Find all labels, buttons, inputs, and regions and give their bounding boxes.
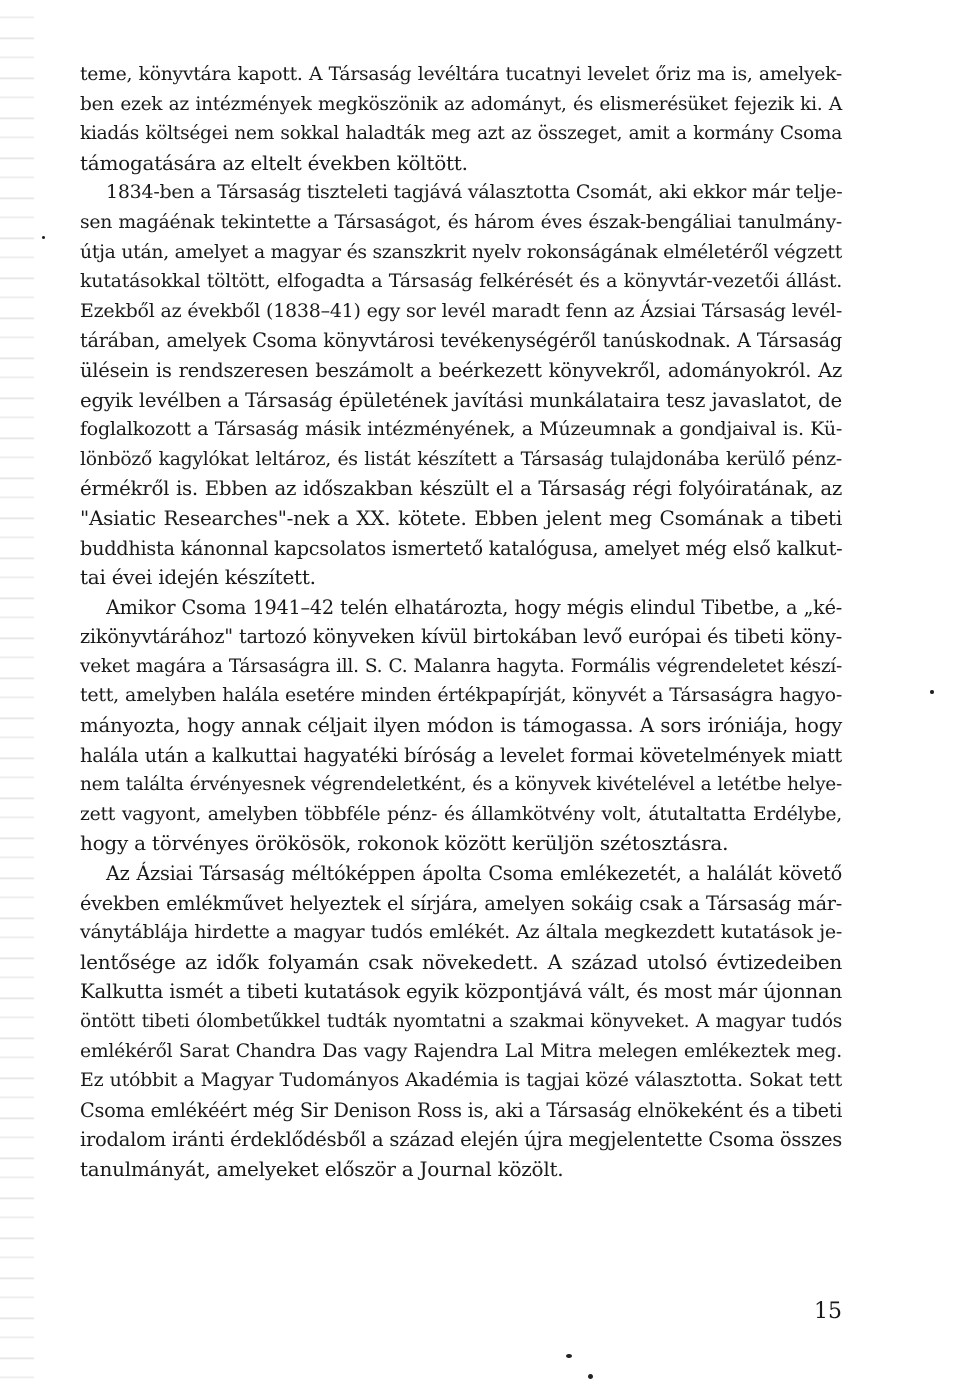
text-line: Az Ázsiai Társaság méltóképpen ápolta Csoma emlékezetét, a halálát követő xyxy=(106,862,842,886)
text-line: tárában, amelyek Csoma könyvtárosi tevékenységéről tanúskodnak. A Társaság xyxy=(80,329,842,353)
text-line: mányozta, hogy annak céljait ilyen módon is támogassa. A sors iróniája, hogy xyxy=(80,714,842,738)
text-line: támogatására az eltelt években költött. xyxy=(80,150,468,175)
text-line: útja után, amelyet a magyar és szanszkrit nyelv rokonságának elméletéről végzett xyxy=(80,241,842,263)
text-line: zett vagyont, amelyben többféle pénz- és államkötvény volt, átutaltatta Erdélybe, xyxy=(80,803,842,825)
text-line: veket magára a Társaságra ill. S. C. Malanra hagyta. Formális végrendeletet készí- xyxy=(80,655,842,677)
scan-edge-artifact xyxy=(0,0,34,1388)
text-line: tanulmányát, amelyeket először a Journal közölt. xyxy=(80,1156,564,1181)
text-line: Ezekből az évekből (1838–41) egy sor levél maradt fenn az Ázsiai Társaság levél- xyxy=(80,299,842,322)
page-number: 15 xyxy=(814,1299,842,1324)
text-line: zikönyvtárához" tartozó könyveken kívül birtokában levő európai és tibeti köny- xyxy=(80,625,842,649)
scan-speck xyxy=(930,690,934,694)
text-line: tai évei idején készített. xyxy=(80,565,316,590)
text-line: kiadás költségei nem sokkal haladták meg azt az összeget, amit a kormány Csoma xyxy=(80,123,842,145)
text-line: ben ezek az intézmények megköszönik az adományt, és elismerésüket fejezik ki. A xyxy=(80,93,842,115)
text-line: években emlékművet helyeztek el sírjára, amelyen sokáig csak a Társaság már- xyxy=(80,891,842,915)
text-line: 1834-ben a Társaság tiszteleti tagjává választotta Csomát, aki ekkor már telje- xyxy=(106,181,843,204)
text-line: sen magáénak tekintette a Társaságot, és három éves észak-bengáliai tanulmány- xyxy=(80,211,842,233)
text-line: hogy a törvényes örökösök, rokonok között kerüljön szétosztásra. xyxy=(80,831,729,856)
scan-speck xyxy=(588,1374,593,1379)
text-line: Csoma emlékéért még Sir Denison Ross is, aki a Társaság elnökeként és a tibeti xyxy=(80,1098,843,1122)
text-line: emlékéről Sarat Chandra Das vagy Rajendra Lal Mitra melegen emlékeztek meg. xyxy=(80,1040,842,1062)
text-line: tett, amelyben halála esetére minden értékpapírját, könyvét a Társaságra hagyo- xyxy=(80,684,842,707)
text-line: Ez utóbbit a Magyar Tudományos Akadémia is tagjai közé választotta. Sokat tett xyxy=(80,1069,842,1092)
text-line: nem találta érvényesnek végrendeletként, és a könyvek kivételével a letétbe helye- xyxy=(80,774,842,796)
text-line: Kalkutta ismét a tibeti kutatások egyik központjává vált, és most már újonnan xyxy=(80,980,842,1004)
text-line: lentősége az idők folyamán csak növekedett. A század utolsó évtizedeiben xyxy=(80,949,842,974)
text-line: ványtáblája hirdette a magyar tudós emlékét. Az általa megkezdett kutatások je- xyxy=(80,921,842,944)
text-line: halála után a kalkuttai hagyatéki bíróság a levelet formai követelmények miatt xyxy=(80,743,842,767)
text-line: teme, könyvtára kapott. A Társaság levéltára tucatnyi levelet őriz ma is, amelyek- xyxy=(80,64,842,85)
text-line: "Asiatic Researches"-nek a XX. kötete. Ebben jelent meg Csomának a tibeti xyxy=(80,505,842,530)
text-line: irodalom iránti érdeklődésből a század elején újra megjelentette Csoma összes xyxy=(80,1128,842,1152)
text-line: öntött tibeti ólombetűkkel tudták nyomtatni a szakmai könyveket. A magyar tudós xyxy=(80,1011,842,1032)
text-line: buddhista kánonnal kapcsolatos ismertető katalógusa, amelyet még első kalkut- xyxy=(80,536,843,560)
text-line: ülésein is rendszeresen beszámolt a beérkezett könyvekről, adományokról. Az xyxy=(80,358,842,382)
text-line: kutatásokkal töltött, elfogadta a Társaság felkérését és a könyvtár-vezetői állást. xyxy=(80,270,842,293)
text-line: egyik levélben a Társaság épületének javítási munkálataira tesz javaslatot, de xyxy=(80,388,842,412)
text-line: foglalkozott a Társaság másik intézményének, a Múzeumnak a gondjaival is. Kü- xyxy=(80,418,842,441)
scan-speck xyxy=(566,1354,572,1358)
scan-speck xyxy=(42,236,45,239)
body-text xyxy=(80,60,842,1185)
text-line: lönböző kagylókat leltároz, és listát készített a Társaság tulajdonába kerülő pénz- xyxy=(80,448,842,470)
text-line: Amikor Csoma 1941–42 telén elhatározta, hogy mégis elindul Tibetbe, a „ké- xyxy=(106,595,842,619)
text-line: érmékről is. Ebben az időszakban készült el a Társaság régi folyóiratának, az xyxy=(80,477,842,501)
